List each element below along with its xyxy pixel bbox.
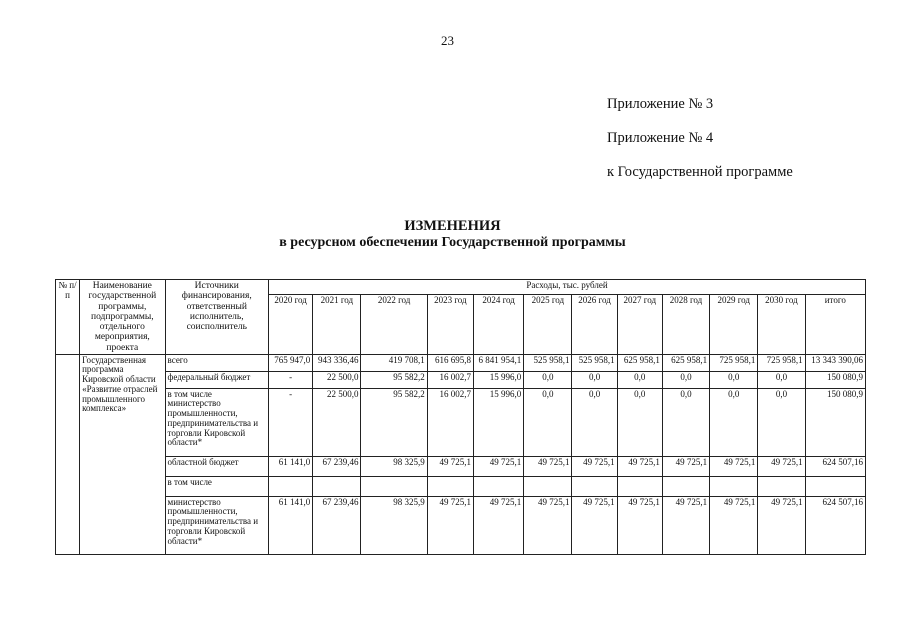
value-cell: 49 725,1 [662,496,709,554]
value-cell: 98 325,9 [361,456,427,476]
value-cell: 95 582,2 [361,388,427,456]
value-cell: 49 725,1 [710,496,758,554]
value-cell: 765 947,0 [269,354,313,371]
value-cell: 49 725,1 [710,456,758,476]
value-cell: 22 500,0 [313,388,361,456]
header-year: 2026 год [572,294,617,354]
value-cell: 49 725,1 [572,456,617,476]
appendix-line-2: Приложение № 4 [607,130,714,146]
table-row [56,476,866,496]
table-row [56,496,866,554]
document-title: ИЗМЕНЕНИЯ [404,218,501,234]
value-cell: 625 958,1 [662,354,709,371]
value-cell: - [269,388,313,456]
header-num: № п/п [56,280,80,355]
total-cell: 624 507,16 [805,456,865,476]
appendix-line-3: к Государственной программе [607,164,793,180]
value-cell: 0,0 [617,388,662,456]
appendix-line-1: Приложение № 3 [607,96,714,112]
value-cell: 49 725,1 [524,496,572,554]
header-year: 2021 год [313,294,361,354]
value-cell [427,476,473,496]
program-name-cell: Государственная программа Кировской области «Развитие отраслей промышленного комплекса» [80,354,165,554]
value-cell: 49 725,1 [572,496,617,554]
value-cell: 6 841 954,1 [473,354,523,371]
value-cell: 49 725,1 [427,496,473,554]
table-row [56,456,866,476]
value-cell: 15 996,0 [473,371,523,388]
value-cell: 0,0 [524,371,572,388]
value-cell: 49 725,1 [617,456,662,476]
total-cell: 150 080,9 [805,388,865,456]
value-cell: 16 002,7 [427,371,473,388]
value-cell: 49 725,1 [473,496,523,554]
document-subtitle: в ресурсном обеспечении Государственной программы [279,235,626,250]
value-cell: - [269,371,313,388]
header-year: 2028 год [662,294,709,354]
value-cell: 67 239,46 [313,496,361,554]
total-cell: 13 343 390,06 [805,354,865,371]
header-year: 2029 год [710,294,758,354]
header-expenses: Расходы, тыс. рублей [269,280,866,295]
total-cell: 624 507,16 [805,496,865,554]
value-cell: 67 239,46 [313,456,361,476]
value-cell [313,476,361,496]
value-cell [473,476,523,496]
value-cell: 49 725,1 [617,496,662,554]
value-cell: 49 725,1 [427,456,473,476]
value-cell: 725 958,1 [758,354,805,371]
page-number: 23 [441,33,454,48]
source-cell: федеральный бюджет [165,371,269,388]
header-source: Источники финансирования, ответственный исполнитель, соисполнитель [165,280,269,355]
source-cell: всего [165,354,269,371]
value-cell: 61 141,0 [269,456,313,476]
source-cell: в том числе [165,476,269,496]
value-cell [617,476,662,496]
value-cell: 0,0 [662,388,709,456]
value-cell: 15 996,0 [473,388,523,456]
value-cell: 0,0 [710,388,758,456]
header-name: Наименование государственной программы, подпрограммы, отдельного мероприятия, проекта [80,280,165,355]
header-year: 2023 год [427,294,473,354]
value-cell [758,476,805,496]
header-year: 2020 год [269,294,313,354]
value-cell [524,476,572,496]
value-cell: 49 725,1 [662,456,709,476]
row-number-cell [56,354,80,554]
value-cell: 0,0 [524,388,572,456]
table-row [56,371,866,388]
value-cell: 22 500,0 [313,371,361,388]
value-cell: 616 695,8 [427,354,473,371]
source-cell: в том числе министерство промышленности, предпринимательства и торговли Кировской области* [165,388,269,456]
value-cell: 419 708,1 [361,354,427,371]
header-year: 2024 год [473,294,523,354]
table-row [56,354,866,371]
value-cell: 0,0 [710,371,758,388]
value-cell: 525 958,1 [524,354,572,371]
total-cell: 150 080,9 [805,371,865,388]
value-cell: 16 002,7 [427,388,473,456]
value-cell: 49 725,1 [758,456,805,476]
value-cell: 725 958,1 [710,354,758,371]
value-cell [361,476,427,496]
value-cell: 0,0 [758,388,805,456]
value-cell: 0,0 [617,371,662,388]
value-cell: 98 325,9 [361,496,427,554]
value-cell: 95 582,2 [361,371,427,388]
value-cell: 49 725,1 [758,496,805,554]
value-cell: 525 958,1 [572,354,617,371]
value-cell: 0,0 [572,371,617,388]
value-cell [572,476,617,496]
value-cell: 0,0 [758,371,805,388]
source-cell: министерство промышленности, предпринимательства и торговли Кировской области* [165,496,269,554]
value-cell: 49 725,1 [524,456,572,476]
value-cell: 625 958,1 [617,354,662,371]
value-cell: 0,0 [572,388,617,456]
header-year: 2030 год [758,294,805,354]
value-cell [662,476,709,496]
resource-table [55,279,866,555]
header-year: 2022 год [361,294,427,354]
source-cell: областной бюджет [165,456,269,476]
total-cell [805,476,865,496]
table-row [56,388,866,456]
value-cell: 49 725,1 [473,456,523,476]
header-year: 2027 год [617,294,662,354]
value-cell: 61 141,0 [269,496,313,554]
value-cell: 943 336,46 [313,354,361,371]
table-header-row [56,280,866,295]
header-year-total: итого [805,294,865,354]
value-cell [269,476,313,496]
value-cell [710,476,758,496]
header-year: 2025 год [524,294,572,354]
value-cell: 0,0 [662,371,709,388]
